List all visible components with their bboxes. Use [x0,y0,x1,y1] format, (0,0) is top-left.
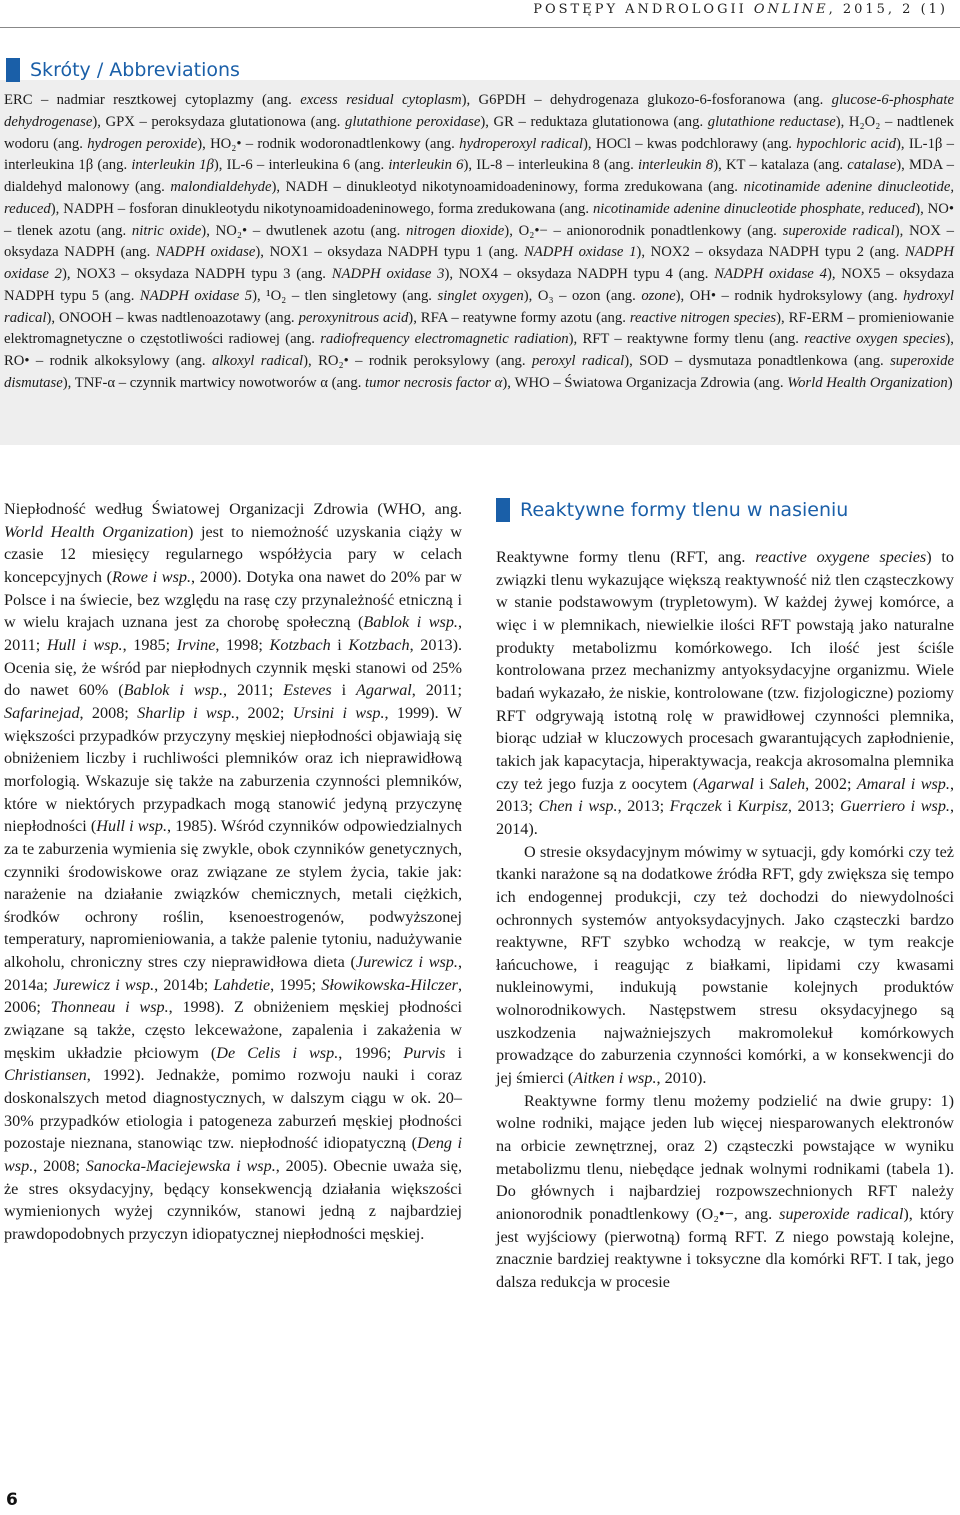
italic-run: superoxide radical [779,1205,904,1224]
italic-run: hydrogen peroxide [87,135,198,152]
italic-run: Frączek [669,797,722,816]
text-run: ERC – nadmiar resztkowej cytoplazmy (ang. [4,92,301,108]
italic-run: Bablok i wsp. [123,681,224,700]
italic-run: nitrogen dioxide [406,222,505,239]
text-run: ), TNF-α – czynnik martwicy nowotworów α (ang. [62,374,366,391]
text-run: ), IL-6 – interleukina 6 (ang. [213,157,389,174]
italic-run: NADPH oxidase 3 [331,266,445,282]
italic-run: glutathione peroxidase [345,113,481,130]
paragraph [496,841,954,1090]
italic-run: ozone [641,287,676,304]
italic-run: NADPH oxidase 1 [523,244,637,261]
abbreviations-title: Skróty / Abbreviations [30,59,240,81]
text-run: , 1992). Jednakże, pomimo rozwoju nauki i coraz doskonalszych metod diagnostycznych, w dalszym ciągu w ok. 20–30% przypadków etiologia i patogeneza zaburzeń męskiej płodności pozostaje nieznana, stanowiąc tzw. niepłodność idiopatyczną ( [4,1066,462,1153]
text-run: ), RF-ERM – promieniowanie elektromagnetyczne o częstotliwości radiowej (ang. [4,309,955,348]
paragraph [496,546,954,841]
text-run: ) jest to niemożność uzyskania ciąży w czasie 12 miesięcy regularnego współżycia pary w celach koncepcyjnych ( [4,522,462,586]
italic-run: Lahdetie [213,975,271,994]
italic-run: Sharlip i wsp. [137,703,236,722]
text-run: ), HOCl – kwas podchlorawy (ang. [583,135,797,152]
italic-run: alkoxyl radical [211,353,304,369]
journal-online: ONLINE [753,2,829,17]
ros-section-title: Reaktywne formy tlenu w nasieniu [520,499,849,521]
italic-run: interleukin 8 [638,157,714,174]
text-run: , 1998; [215,635,270,654]
italic-run: Irvine [176,635,216,654]
text-run: , 2014). [496,797,955,838]
italic-run: radiofrequency electromagnetic radiation [320,331,569,348]
text-run: Reaktywne formy tlenu możemy podzielić na dwie grupy: 1) wolne rodniki, mające jeden lub więcej niesparowanych elektronów na orbicie zewnętrznej, oraz 2) cząsteczki powstające w wyniku metabolizmu tlenu, niebędące jednak wolnymi rodnikami (tabela 1). Do głównych i najbardziej rozpowszechnionych RFT należy anionorodnik ponadtlenkowy (O₂•−, ang. [496,1091,954,1224]
text-run: ), HO₂• – rodnik wodoronadtlenkowy (ang. [197,135,460,152]
italic-run: Hull i wsp. [96,817,168,836]
text-run: i [753,774,770,793]
italic-run: Saleh [769,774,806,793]
text-run: ), który jest wyjściowy (pierwotną) formą RFT. Z niego powstają kolejne, znacznie bardziej reaktywne i toksyczne dla komórki RFT. I tak, jego dalsza redukcja w procesie [496,1205,954,1291]
italic-run: interleukin 6 [388,157,464,174]
italic-run: singlet oxygen [437,287,524,304]
text-run: ), RO• – rodnik alkoksylowy (ang. [4,331,954,369]
italic-run: Chen i wsp. [538,797,618,816]
italic-run: excess residual cytoplasm [300,92,462,108]
text-run: ), GPX – peroksydaza glutationowa (ang. [92,113,346,130]
italic-run: hydroperoxyl radical [459,135,584,152]
text-run: i [331,681,357,700]
text-run: ), NOX3 – oksydaza NADPH typu 3 (ang. [62,266,332,282]
text-run: , 1985). Wśród czynników odpowiedzialnych za te zaburzenia wymienia się zwykle, obok czynników genetycznych, czynniki środowiskowe oraz związane ze stylem życia, takie jak: narażenie na działanie związków chemicznych, metali ciężkich, środków ochrony roślin, ksenoestrogenów, podwyższonej temperatury, napromieniowania, a także palenie tytoniu, nadużywanie alkoholu, chroniczny stres czy nieprawidłowa dieta ( [4,817,462,972]
text-run: , 2011; [411,681,463,700]
text-run: , 2013; [787,797,840,816]
text-run: ), IL-1β – interleukina 1β (ang. [4,135,954,174]
italic-run: peroxyl radical [531,353,625,369]
text-run: , 2006; [4,975,463,1017]
left-column [4,498,462,1246]
text-run: , 2011; [223,681,284,700]
journal-name: POSTĘPY ANDROLOGII [533,2,747,17]
italic-run: reactive nitrogen species [629,309,777,326]
text-run: , 1999). W większości przypadków przyczyny męskiej niepłodności objawiają się obniżeniem liczby i ruchliwości plemników oraz ich nieprawidłową morfologią. Wskazuje się także na zaburzenia czynności plemników, które w niektórych przypadkach mogą stanowić jedyną przyczynę niepłodności ( [4,703,463,836]
text-run: , 2011; [4,613,463,654]
journal-issue: , 2015, 2 (1) [828,2,948,17]
italic-run: nicotinamide adenine dinucleotide, reduced [4,179,955,217]
running-header [533,2,948,17]
italic-run: NADPH oxidase 4 [714,266,827,282]
italic-run: reactive oxygene species [755,548,927,566]
italic-run: superoxide radical [782,222,895,239]
italic-run: nitric oxide [131,222,202,239]
paragraph [496,1090,954,1294]
text-run: ), RFA – reatywne formy azotu (ang. [408,309,630,326]
italic-run: Agarwal [356,681,412,700]
paragraph [4,498,462,1246]
italic-run: Hull i wsp. [46,635,123,654]
text-run: ), RFT – reaktywne formy tlenu (ang. [568,331,805,348]
text-run: ), NADH – dinukleotyd nikotynoamidoadeninowy, forma zredukowana (ang. [271,179,744,195]
text-run: , 2014a; [4,953,462,994]
italic-run: Kurpisz [737,797,788,816]
section-marker [6,58,20,82]
text-run: Reaktywne formy tlenu (RFT, ang. [496,548,756,566]
italic-run: Purvis [403,1043,446,1062]
text-run: , 2002; [805,774,857,793]
italic-run: Ursini i wsp. [292,703,385,722]
text-run: ), GR – reduktaza glutationowa (ang. [480,113,708,130]
italic-run: Deng i wsp. [4,1134,463,1176]
text-run: ), NO• – tlenek azotu (ang. [4,200,955,239]
italic-run: tumor necrosis factor α [365,374,503,391]
text-run: , 2013; [496,774,954,816]
italic-run: Guerriero i wsp. [840,797,950,816]
italic-run: glucose-6-phosphate dehydrogenase [4,92,954,130]
text-run: ), NADPH – fosforan dinukleotydu nikotynoamidoadeninowego, forma zredukowana (ang. [50,200,593,217]
italic-run: NADPH oxidase 5 [139,287,253,304]
italic-run: hypochloric acid [796,135,896,152]
text-run: , 2013). Ocenia się, że wśród par niepłodnych czynnik męski stanowi od 25% do nawet 60% ( [4,635,463,700]
text-run: ), NOX1 – oksydaza NADPH typu 1 (ang. [255,244,524,261]
italic-run: nicotinamide adenine dinucleotide phosphate, reduced [592,200,916,217]
header-rule [0,27,960,28]
text-run: i [330,635,349,654]
italic-run: World Health Organization [4,522,188,541]
text-run: , 1996; [338,1043,404,1062]
text-run: ), MDA – dialdehyd malonowy (ang. [4,157,955,195]
italic-run: peroxynitrous acid [298,309,409,326]
italic-run: Thonneau i wsp. [50,998,169,1017]
italic-run: Jurewicz i wsp. [355,953,458,972]
italic-run: reactive oxygen species [804,331,946,348]
text-run: , 1998). Z obniżeniem męskiej płodności związane są także, często lekceważone, zapalenia i zakażenia w męskim układzie płciowym ( [4,998,463,1062]
italic-run: glutathione reductase [707,113,836,130]
abbreviations-text [4,90,954,395]
text-run: ) to związki tlenu wykazujące większą reaktywność niż tlen cząsteczkowy w stanie podstawowym (trypletowym). W każdej żywej komórce, a więc i w plemnikach, niewielkie ilości RFT powstają jako naturalne produkty metabolizmu komórkowego. Ich ilość jest ściśle kontrolowana przez mechanizmy antyoksydacyjne organizmu. Wiele badań wykazało, że niskie, kontrolowane (tzw. fizjologiczne) poziomy RFT odgrywają istotną rolę w prawidłowej czynności plemnika, biorąc udział w kluczowych procesach gwarantujących zapłodnienie, takich jak kapacytacja, hiperaktywacja, reakcja akrosomalna plemnika czy też jego fuzja z oocytem ( [496,548,954,793]
right-column [496,546,954,1294]
text-run: ) [947,374,953,391]
text-run: ), NO₂• – dwutlenek azotu (ang. [201,222,407,239]
text-run: ), SOD – dysmutaza ponadtlenkowa (ang. [624,353,891,369]
italic-run: De Celis i wsp. [216,1043,339,1062]
text-run: ), WHO – Światowa Organizacja Zdrowia (ang. [502,374,788,391]
text-run: ), ¹O₂ – tlen singletowy (ang. [252,287,438,304]
italic-run: Słowikowska-Hilczer [321,975,458,994]
text-run: ), NOX – oksydaza NADPH (ang. [4,222,955,261]
italic-run: malondialdehyde [170,179,272,195]
text-run: , 2010). [656,1069,707,1088]
italic-run: NADPH oxidase [155,244,256,261]
ros-section-heading [496,498,848,522]
italic-run: Amaral i wsp. [856,774,950,793]
text-run: ), NOX2 – oksydaza NADPH typu 2 (ang. [636,244,906,261]
italic-run: Agarwal [698,774,754,793]
italic-run: Bablok i wsp. [363,613,458,632]
text-run: i [721,797,738,816]
italic-run: Safarinejad [4,703,80,722]
text-run: Niepłodność według Światowej Organizacji Zdrowia (WHO, ang. [4,500,462,518]
text-run: , 1995; [270,975,322,994]
italic-run: Aitken i wsp. [573,1069,657,1088]
text-run: ), NOX5 – oksydaza NADPH typu 5 (ang. [4,266,954,304]
italic-run: Sanocka-Maciejewska i wsp. [85,1157,276,1176]
abbreviations-heading [6,58,240,82]
section-marker [496,498,510,522]
italic-run: Jurewicz i wsp. [53,975,155,994]
text-run: , 2014b; [154,975,214,994]
page-number: 6 [6,1490,18,1510]
italic-run: World Health Organization [787,374,948,391]
italic-run: Christiansen [4,1066,87,1085]
text-run: ), G6PDH – dehydrogenaza glukozo-6-fosforanowa (ang. [461,92,832,108]
italic-run: interleukin 1β [131,157,214,174]
text-run: , 2000). Dotyka ona nawet do 20% par w Polsce i na świecie, bez względu na rasę czy przynależność etniczną i w wielu krajach uznana jest za chorobę społeczną ( [4,567,462,632]
italic-run: Esteves [283,681,332,700]
text-run: ), O₂•− – anionorodnik ponadtlenkowy (ang. [504,222,783,239]
text-run: , 2005). Obecnie uważa się, że stres oksydacyjny, będący konsekwencją działania większości wymienionych wyżej czynników, stanowi jedną z najbardziej prawdopodobnych przyczyn idiopatycznej niepłodności męskiej. [4,1157,463,1243]
text-run: i [445,1043,463,1062]
text-run: , 2002; [235,703,293,722]
italic-run: Kotzbach [348,635,410,654]
text-run: ), ONOOH – kwas nadtlenoazotawy (ang. [46,309,299,326]
italic-run: Rowe i wsp. [112,567,192,586]
text-run: ), H₂O₂ – nadtlenek wodoru (ang. [4,113,954,152]
italic-run: catalase [847,157,897,174]
text-run: ), NOX4 – oksydaza NADPH typu 4 (ang. [444,266,715,282]
text-run: ), O₃ – ozon (ang. [523,287,642,304]
text-run: ), KT – katalaza (ang. [713,157,848,174]
text-run: , 2008; [33,1157,86,1176]
text-run: ), IL-8 – interleukina 8 (ang. [463,157,638,174]
italic-run: NADPH oxidase 2 [4,244,954,282]
text-run: ), RO₂• – rodnik peroksylowy (ang. [303,353,532,369]
text-run: O stresie oksydacyjnym mówimy w sytuacji, gdy komórki czy też tkanki narażone są na dodatkowe źródła RFT, gdy zwiększa się tempo ich endogennej produkcji, czy też dochodzi do niewydolności ochronnych systemów antyoksydacyjnych. Jako cząsteczki bardzo reaktywne, RFT szybko wchodzą w reakcje, w tym reakcje łańcuchowe, i reagując z białkami, lipidami czy kwasami nukleinowymi, indukują powstanie kolejnych produktów wolnorodnikowych. Następstwem stresu oksydacyjnego są uszkodzenia najważniejszych makromolekuł komórkowych prowadzące do zaburzenia czynności komórki, a w konsekwencji do jej śmierci ( [496,842,954,1088]
italic-run: superoxide dismutase [4,353,954,391]
text-run: , 2008; [79,703,138,722]
italic-run: hydroxyl radical [4,287,954,326]
text-run: , 2013; [617,797,670,816]
text-run: , 1985; [122,635,177,654]
italic-run: Kotzbach [269,635,331,654]
text-run: ), OH• – rodnik hydroksylowy (ang. [675,287,904,304]
